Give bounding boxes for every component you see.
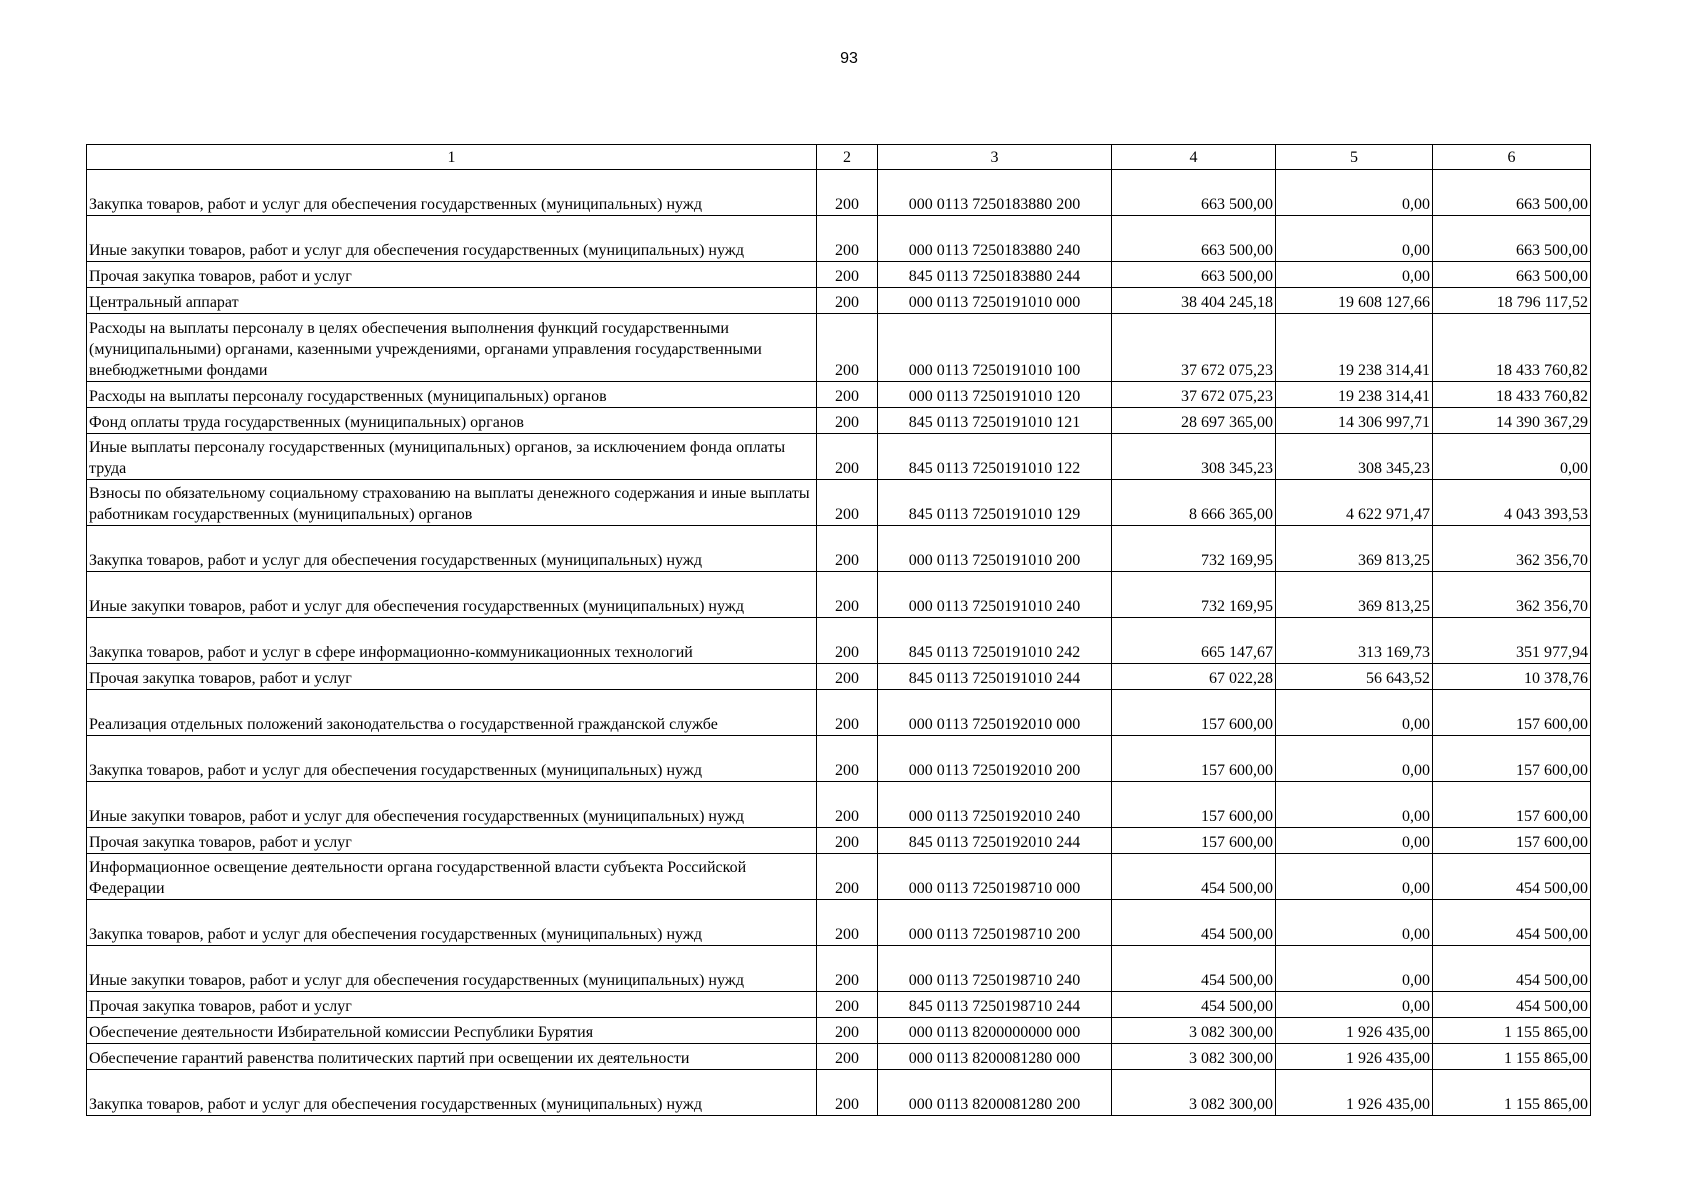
row-name-cell: Закупка товаров, работ и услуг для обеспечения государственных (муниципальных) нужд	[87, 526, 817, 572]
row-executed-cell: 1 926 435,00	[1276, 1018, 1433, 1044]
row-name-cell: Расходы на выплаты персоналу государственных (муниципальных) органов	[87, 382, 817, 408]
row-budget-code-cell: 000 0113 7250183880 200	[878, 170, 1112, 216]
row-executed-cell: 369 813,25	[1276, 526, 1433, 572]
row-line-code-cell: 200	[817, 262, 878, 288]
row-executed-cell: 4 622 971,47	[1276, 480, 1433, 526]
row-name-cell: Фонд оплаты труда государственных (муниципальных) органов	[87, 408, 817, 434]
row-line-code-cell: 200	[817, 828, 878, 854]
column-number-row	[87, 145, 1591, 170]
row-budget-code-cell: 000 0113 7250192010 000	[878, 690, 1112, 736]
row-unexecuted-cell: 1 155 865,00	[1433, 1070, 1591, 1116]
table-row	[87, 408, 1591, 434]
table-row	[87, 1018, 1591, 1044]
row-name-cell: Обеспечение гарантий равенства политических партий при освещении их деятельности	[87, 1044, 817, 1070]
table-row	[87, 288, 1591, 314]
column-number-5: 5	[1276, 145, 1433, 170]
row-approved-cell: 38 404 245,18	[1112, 288, 1276, 314]
table-row	[87, 382, 1591, 408]
row-line-code-cell: 200	[817, 946, 878, 992]
row-unexecuted-cell: 663 500,00	[1433, 262, 1591, 288]
row-approved-cell: 3 082 300,00	[1112, 1044, 1276, 1070]
row-name-cell: Взносы по обязательному социальному страхованию на выплаты денежного содержания и иные выплаты работникам государственных (муниципальных) органов	[87, 480, 817, 526]
row-executed-cell: 0,00	[1276, 736, 1433, 782]
row-line-code-cell: 200	[817, 854, 878, 900]
row-executed-cell: 1 926 435,00	[1276, 1044, 1433, 1070]
row-approved-cell: 454 500,00	[1112, 946, 1276, 992]
row-approved-cell: 3 082 300,00	[1112, 1018, 1276, 1044]
table-row	[87, 572, 1591, 618]
budget-execution-table	[86, 144, 1591, 1116]
table-row	[87, 434, 1591, 480]
row-line-code-cell: 200	[817, 736, 878, 782]
row-approved-cell: 157 600,00	[1112, 782, 1276, 828]
row-executed-cell: 0,00	[1276, 782, 1433, 828]
row-unexecuted-cell: 157 600,00	[1433, 736, 1591, 782]
row-budget-code-cell: 845 0113 7250191010 121	[878, 408, 1112, 434]
row-executed-cell: 19 238 314,41	[1276, 382, 1433, 408]
row-name-cell: Прочая закупка товаров, работ и услуг	[87, 262, 817, 288]
row-budget-code-cell: 000 0113 7250191010 200	[878, 526, 1112, 572]
row-executed-cell: 0,00	[1276, 262, 1433, 288]
row-approved-cell: 732 169,95	[1112, 526, 1276, 572]
table-row	[87, 828, 1591, 854]
table-row	[87, 314, 1591, 382]
row-approved-cell: 8 666 365,00	[1112, 480, 1276, 526]
row-unexecuted-cell: 157 600,00	[1433, 690, 1591, 736]
row-line-code-cell: 200	[817, 216, 878, 262]
row-unexecuted-cell: 18 796 117,52	[1433, 288, 1591, 314]
table-row	[87, 664, 1591, 690]
table-row	[87, 262, 1591, 288]
row-approved-cell: 37 672 075,23	[1112, 314, 1276, 382]
row-approved-cell: 157 600,00	[1112, 828, 1276, 854]
row-budget-code-cell: 000 0113 7250198710 000	[878, 854, 1112, 900]
row-approved-cell: 454 500,00	[1112, 992, 1276, 1018]
row-budget-code-cell: 845 0113 7250191010 129	[878, 480, 1112, 526]
row-executed-cell: 313 169,73	[1276, 618, 1433, 664]
table-row	[87, 216, 1591, 262]
column-number-2: 2	[817, 145, 878, 170]
table-row	[87, 946, 1591, 992]
row-executed-cell: 0,00	[1276, 170, 1433, 216]
row-executed-cell: 0,00	[1276, 690, 1433, 736]
row-name-cell: Прочая закупка товаров, работ и услуг	[87, 992, 817, 1018]
row-name-cell: Закупка товаров, работ и услуг для обеспечения государственных (муниципальных) нужд	[87, 1070, 817, 1116]
row-budget-code-cell: 000 0113 7250198710 240	[878, 946, 1112, 992]
row-budget-code-cell: 845 0113 7250183880 244	[878, 262, 1112, 288]
row-unexecuted-cell: 157 600,00	[1433, 782, 1591, 828]
row-unexecuted-cell: 14 390 367,29	[1433, 408, 1591, 434]
row-name-cell: Иные закупки товаров, работ и услуг для обеспечения государственных (муниципальных) нужд	[87, 946, 817, 992]
row-budget-code-cell: 000 0113 7250191010 120	[878, 382, 1112, 408]
table-row	[87, 1044, 1591, 1070]
table-body	[87, 145, 1591, 1116]
row-unexecuted-cell: 351 977,94	[1433, 618, 1591, 664]
row-budget-code-cell: 845 0113 7250191010 122	[878, 434, 1112, 480]
row-line-code-cell: 200	[817, 900, 878, 946]
row-line-code-cell: 200	[817, 314, 878, 382]
row-budget-code-cell: 000 0113 7250191010 000	[878, 288, 1112, 314]
page-number: 93	[840, 50, 858, 67]
table-row	[87, 618, 1591, 664]
row-line-code-cell: 200	[817, 1018, 878, 1044]
row-budget-code-cell: 000 0113 7250198710 200	[878, 900, 1112, 946]
row-approved-cell: 157 600,00	[1112, 690, 1276, 736]
row-approved-cell: 732 169,95	[1112, 572, 1276, 618]
row-name-cell: Закупка товаров, работ и услуг для обеспечения государственных (муниципальных) нужд	[87, 900, 817, 946]
row-name-cell: Иные выплаты персоналу государственных (муниципальных) органов, за исключением фонда оплаты труда	[87, 434, 817, 480]
row-line-code-cell: 200	[817, 690, 878, 736]
row-name-cell: Иные закупки товаров, работ и услуг для обеспечения государственных (муниципальных) нужд	[87, 572, 817, 618]
row-approved-cell: 308 345,23	[1112, 434, 1276, 480]
row-unexecuted-cell: 10 378,76	[1433, 664, 1591, 690]
table-row	[87, 854, 1591, 900]
row-executed-cell: 369 813,25	[1276, 572, 1433, 618]
row-line-code-cell: 200	[817, 992, 878, 1018]
row-unexecuted-cell: 0,00	[1433, 434, 1591, 480]
row-executed-cell: 0,00	[1276, 828, 1433, 854]
row-executed-cell: 14 306 997,71	[1276, 408, 1433, 434]
row-executed-cell: 308 345,23	[1276, 434, 1433, 480]
row-budget-code-cell: 000 0113 7250192010 200	[878, 736, 1112, 782]
row-unexecuted-cell: 4 043 393,53	[1433, 480, 1591, 526]
row-name-cell: Иные закупки товаров, работ и услуг для обеспечения государственных (муниципальных) нужд	[87, 216, 817, 262]
row-executed-cell: 0,00	[1276, 216, 1433, 262]
table-row	[87, 736, 1591, 782]
row-approved-cell: 663 500,00	[1112, 262, 1276, 288]
row-budget-code-cell: 845 0113 7250198710 244	[878, 992, 1112, 1018]
row-approved-cell: 665 147,67	[1112, 618, 1276, 664]
row-unexecuted-cell: 454 500,00	[1433, 946, 1591, 992]
row-budget-code-cell: 000 0113 7250192010 240	[878, 782, 1112, 828]
table-row	[87, 782, 1591, 828]
column-number-3: 3	[878, 145, 1112, 170]
row-approved-cell: 157 600,00	[1112, 736, 1276, 782]
row-approved-cell: 67 022,28	[1112, 664, 1276, 690]
row-name-cell: Закупка товаров, работ и услуг для обеспечения государственных (муниципальных) нужд	[87, 736, 817, 782]
row-line-code-cell: 200	[817, 618, 878, 664]
row-line-code-cell: 200	[817, 782, 878, 828]
row-unexecuted-cell: 18 433 760,82	[1433, 382, 1591, 408]
row-line-code-cell: 200	[817, 664, 878, 690]
row-unexecuted-cell: 663 500,00	[1433, 170, 1591, 216]
row-name-cell: Прочая закупка товаров, работ и услуг	[87, 828, 817, 854]
row-executed-cell: 0,00	[1276, 900, 1433, 946]
row-approved-cell: 663 500,00	[1112, 170, 1276, 216]
row-name-cell: Реализация отдельных положений законодательства о государственной гражданской службе	[87, 690, 817, 736]
row-line-code-cell: 200	[817, 434, 878, 480]
row-line-code-cell: 200	[817, 480, 878, 526]
column-number-6: 6	[1433, 145, 1591, 170]
row-unexecuted-cell: 362 356,70	[1433, 526, 1591, 572]
row-approved-cell: 454 500,00	[1112, 900, 1276, 946]
row-approved-cell: 454 500,00	[1112, 854, 1276, 900]
row-unexecuted-cell: 663 500,00	[1433, 216, 1591, 262]
row-executed-cell: 1 926 435,00	[1276, 1070, 1433, 1116]
row-unexecuted-cell: 1 155 865,00	[1433, 1044, 1591, 1070]
row-executed-cell: 0,00	[1276, 992, 1433, 1018]
row-unexecuted-cell: 18 433 760,82	[1433, 314, 1591, 382]
column-number-1: 1	[87, 145, 817, 170]
row-approved-cell: 37 672 075,23	[1112, 382, 1276, 408]
row-line-code-cell: 200	[817, 288, 878, 314]
row-approved-cell: 3 082 300,00	[1112, 1070, 1276, 1116]
row-name-cell: Иные закупки товаров, работ и услуг для обеспечения государственных (муниципальных) нужд	[87, 782, 817, 828]
row-name-cell: Расходы на выплаты персоналу в целях обеспечения выполнения функций государственными (муниципальными) органами, казенными учреждениями, органами управления государственными внебюджетными фондами	[87, 314, 817, 382]
row-budget-code-cell: 000 0113 8200000000 000	[878, 1018, 1112, 1044]
row-budget-code-cell: 000 0113 7250191010 100	[878, 314, 1112, 382]
row-name-cell: Прочая закупка товаров, работ и услуг	[87, 664, 817, 690]
row-unexecuted-cell: 454 500,00	[1433, 992, 1591, 1018]
row-executed-cell: 56 643,52	[1276, 664, 1433, 690]
row-name-cell: Центральный аппарат	[87, 288, 817, 314]
table-row	[87, 480, 1591, 526]
row-unexecuted-cell: 454 500,00	[1433, 854, 1591, 900]
table-row	[87, 170, 1591, 216]
row-unexecuted-cell: 157 600,00	[1433, 828, 1591, 854]
table-row	[87, 1070, 1591, 1116]
table-row	[87, 992, 1591, 1018]
row-budget-code-cell: 000 0113 7250191010 240	[878, 572, 1112, 618]
row-approved-cell: 28 697 365,00	[1112, 408, 1276, 434]
row-budget-code-cell: 845 0113 7250191010 242	[878, 618, 1112, 664]
table-row	[87, 900, 1591, 946]
row-executed-cell: 0,00	[1276, 854, 1433, 900]
row-budget-code-cell: 000 0113 8200081280 200	[878, 1070, 1112, 1116]
row-name-cell: Закупка товаров, работ и услуг для обеспечения государственных (муниципальных) нужд	[87, 170, 817, 216]
row-line-code-cell: 200	[817, 1044, 878, 1070]
row-approved-cell: 663 500,00	[1112, 216, 1276, 262]
row-executed-cell: 19 608 127,66	[1276, 288, 1433, 314]
column-number-4: 4	[1112, 145, 1276, 170]
row-name-cell: Обеспечение деятельности Избирательной комиссии Республики Бурятия	[87, 1018, 817, 1044]
row-name-cell: Информационное освещение деятельности органа государственной власти субъекта Российской Федерации	[87, 854, 817, 900]
table-row	[87, 690, 1591, 736]
row-unexecuted-cell: 362 356,70	[1433, 572, 1591, 618]
row-name-cell: Закупка товаров, работ и услуг в сфере информационно-коммуникационных технологий	[87, 618, 817, 664]
row-line-code-cell: 200	[817, 572, 878, 618]
table-row	[87, 526, 1591, 572]
row-executed-cell: 19 238 314,41	[1276, 314, 1433, 382]
row-line-code-cell: 200	[817, 526, 878, 572]
row-budget-code-cell: 000 0113 8200081280 000	[878, 1044, 1112, 1070]
row-line-code-cell: 200	[817, 382, 878, 408]
row-budget-code-cell: 845 0113 7250191010 244	[878, 664, 1112, 690]
row-unexecuted-cell: 1 155 865,00	[1433, 1018, 1591, 1044]
row-line-code-cell: 200	[817, 1070, 878, 1116]
row-executed-cell: 0,00	[1276, 946, 1433, 992]
row-budget-code-cell: 845 0113 7250192010 244	[878, 828, 1112, 854]
row-budget-code-cell: 000 0113 7250183880 240	[878, 216, 1112, 262]
row-line-code-cell: 200	[817, 408, 878, 434]
row-line-code-cell: 200	[817, 170, 878, 216]
row-unexecuted-cell: 454 500,00	[1433, 900, 1591, 946]
